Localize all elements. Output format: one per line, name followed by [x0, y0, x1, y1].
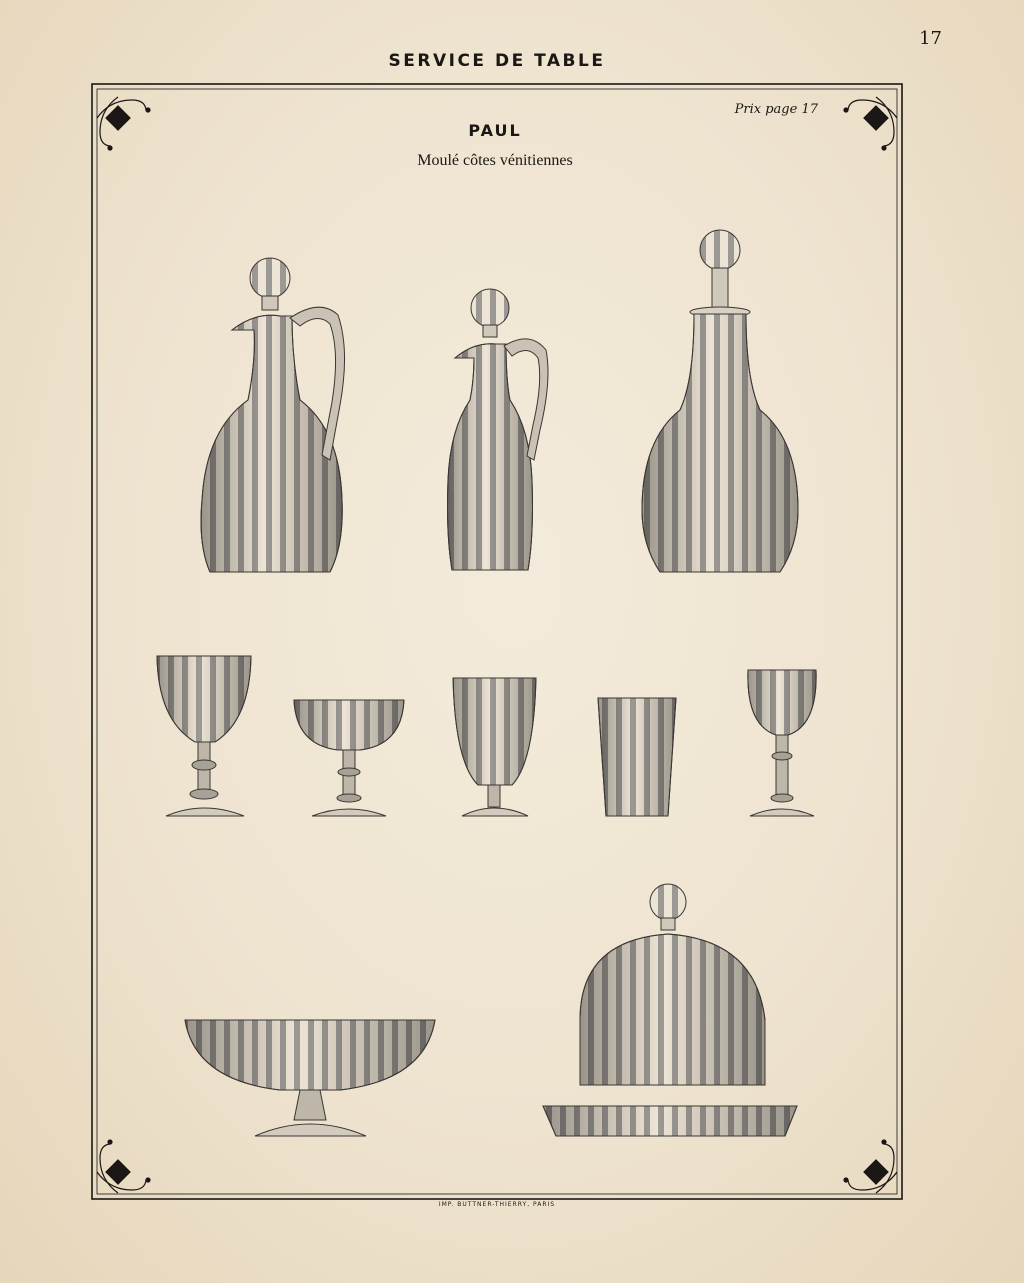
pattern-description: Moulé côtes vénitiennes: [417, 152, 573, 169]
wine-glass-small: [748, 670, 816, 816]
wine-glass-large: [157, 656, 251, 816]
price-reference: Prix page 17: [734, 102, 818, 117]
page-header: SERVICE DE TABLE: [388, 51, 606, 71]
water-goblet: [453, 678, 536, 816]
printer-imprint: IMP. BUTTNER-THIERRY, PARIS: [438, 1201, 556, 1208]
page-number: 17: [919, 28, 942, 49]
cheese-dome-with-plate: [543, 884, 797, 1136]
tumbler: [598, 698, 676, 816]
decanter-with-stopper: [642, 230, 798, 572]
champagne-coupe: [294, 700, 404, 816]
carafe-with-handle-small: [448, 289, 549, 570]
pattern-name: PAUL: [468, 121, 522, 140]
carafe-with-handle-large: [201, 258, 345, 572]
footed-fruit-bowl: [185, 1020, 435, 1136]
